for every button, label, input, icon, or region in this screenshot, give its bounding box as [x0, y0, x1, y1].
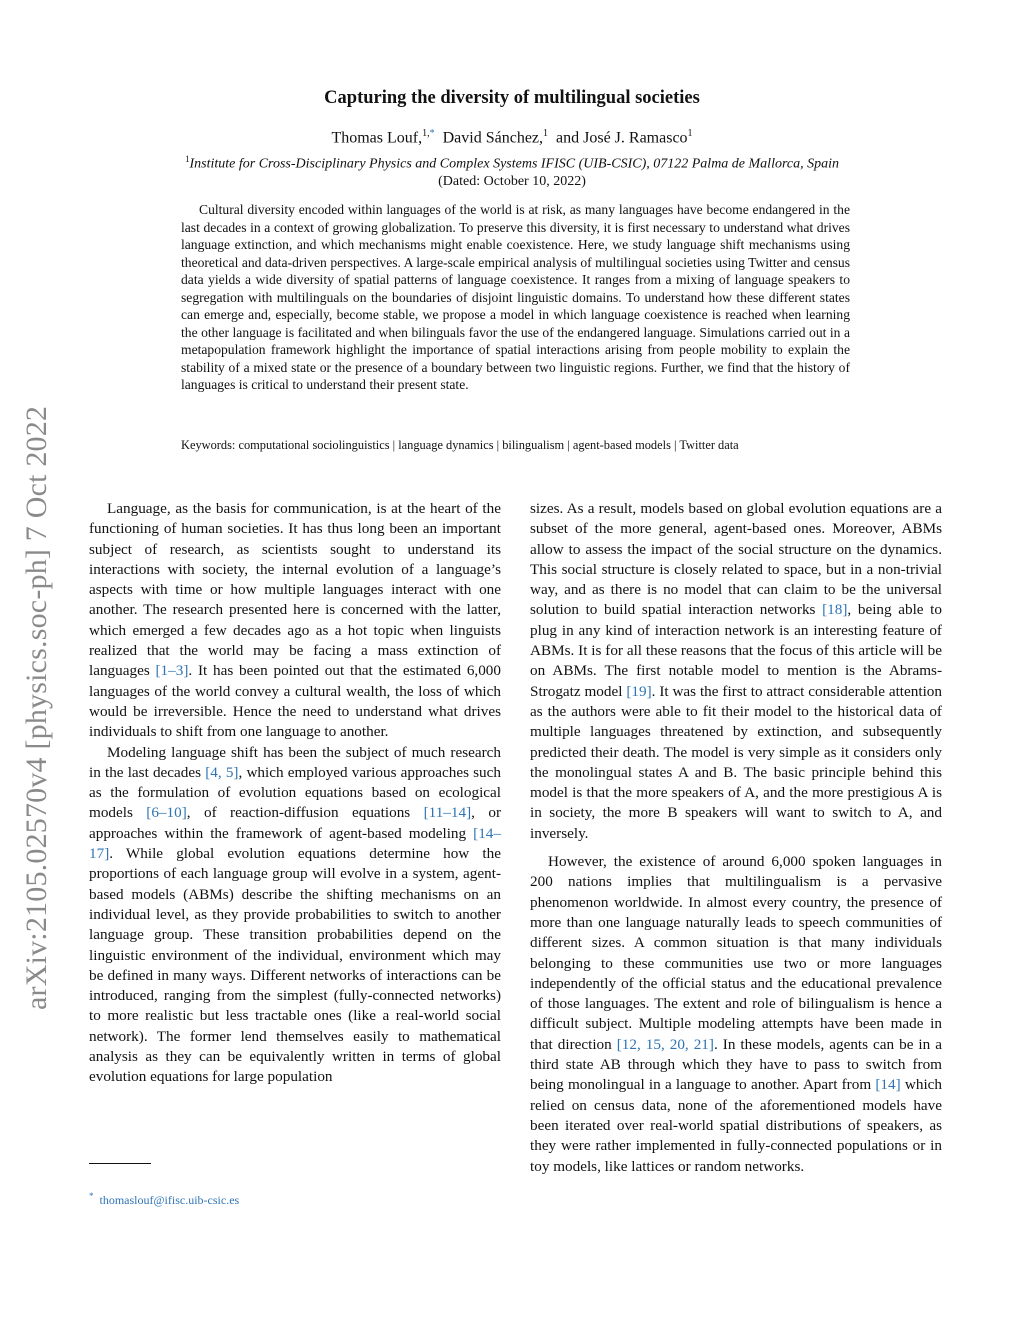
- corresponding-author-mark[interactable]: *: [429, 128, 435, 139]
- citation-link[interactable]: [11–14]: [423, 804, 472, 822]
- author-email-link[interactable]: thomaslouf@ifisc.uib-csic.es: [99, 1193, 240, 1207]
- citation-link[interactable]: [14–17]: [89, 824, 501, 863]
- author-affiliation-mark: 1: [687, 128, 693, 139]
- text-run: , or approaches within the framework of agent-based modeling: [89, 804, 501, 842]
- citation-link[interactable]: [12, 15, 20, 21]: [616, 1035, 714, 1053]
- arxiv-identifier-stamp: arXiv:2105.02570v4 [physics.soc-ph] 7 Oct 2022: [20, 405, 53, 1010]
- paragraph: [530, 499, 942, 844]
- footnote: [89, 1191, 489, 1208]
- text-run: , of reaction-diffusion equations: [186, 804, 424, 822]
- author-name: and José J. Ramasco: [556, 129, 688, 147]
- citation-link[interactable]: [18]: [822, 601, 848, 619]
- text-run: . While global evolution equations determine how the proportions of each language group will evolve in a system, agent-based models (ABMs) describe the shifting mechanisms on an individual level, as they provide probabilities to switch to another language group. These transition probabilities depend on the linguistic environment of the individual, environment which may be defined in many ways. Different networks of interactions can be introduced, ranging from the simplest (fully-connected networks) to more realistic but less tractable ones (like a real-world social network). The former lend themselves easily to mathematical analysis as they can be equivalently written in terms of global evolution equations for large population: [89, 845, 501, 1086]
- citation-link[interactable]: [14]: [875, 1076, 901, 1094]
- citation-link[interactable]: [4, 5]: [205, 763, 239, 781]
- author-affiliation-mark: 1: [543, 128, 549, 139]
- footnote-divider: [89, 1163, 151, 1164]
- paragraph: [89, 743, 501, 1088]
- citation-link[interactable]: [6–10]: [146, 804, 187, 822]
- keywords: Keywords: computational sociolinguistics | language dynamics | bilingualism | agent-based models | Twitter data: [181, 438, 739, 452]
- footnote-mark: *: [89, 1191, 94, 1201]
- text-run: sizes. As a result, models based on global evolution equations are a subset of the more general, agent-based ones. Moreover, ABMs allow to assess the impact of the social structure on the dynamics. This social structure is closely related to space, but in a non-trivial way, and as there is no model that can claim to be the universal solution to build spatial interaction networks: [530, 500, 942, 619]
- paragraph: [530, 852, 942, 1177]
- text-run: which relied on census data, none of the aforementioned models have been iterated over real-world spatial distributions of speakers, as they were rather implemented in fully-connected populations or in toy models, like lattices or random networks.: [530, 1076, 942, 1175]
- text-run: Modeling language shift has been the subject of much research in the last decades: [89, 743, 501, 781]
- author-affiliation-mark: 1,: [422, 128, 430, 139]
- text-run: , being able to plug in any kind of interaction network is an interesting feature of ABMs. It is for all these reasons that the focus of this article will be on ABMs. The first notable model to mention is the Abrams-Strogatz model: [530, 601, 942, 700]
- text-run: . In these models, agents can be in a third state AB through which they have to pass to switch from being monolingual in a language to another. Apart from: [530, 1035, 942, 1094]
- text-run: Language, as the basis for communication, is at the heart of the functioning of human societies. It has thus long been an important subject of research, as scientists sought to understand its interactions with society, the internal evolution of a language’s aspects with time or how multiple languages interact with one another. The research presented here is concerned with the latter, which emerged a few decades ago as a hot topic when linguists realized that the world may be facing a mass extinction of languages: [89, 500, 501, 680]
- body-column-left: [89, 499, 501, 1088]
- body-column-right: [530, 499, 942, 1177]
- citation-link[interactable]: [19]: [626, 682, 652, 700]
- dated-line: (Dated: October 10, 2022): [438, 174, 586, 189]
- citation-link[interactable]: [1–3]: [155, 662, 189, 680]
- affiliation-mark: 1: [185, 154, 190, 164]
- paragraph: [89, 499, 501, 743]
- paper-title: Capturing the diversity of multilingual societies: [324, 88, 700, 108]
- affiliation-text: Institute for Cross-Disciplinary Physics and Complex Systems IFISC (UIB-CSIC), 07122 Palma de Mallorca, Spain: [189, 156, 839, 172]
- text-run: However, the existence of around 6,000 spoken languages in 200 nations implies that multilingualism is a pervasive phenomenon worldwide. In almost every country, the presence of more than one language naturally leads to speech communities of different sizes. A common situation is that many individuals belonging to these communities use two or more languages independently of the official status and the educational prevalence of those languages. The extent and role of bilingualism is hence a difficult subject. Multiple modeling attempts have been made in that direction: [530, 853, 942, 1053]
- author-name: Thomas Louf,: [331, 129, 423, 147]
- abstract: Cultural diversity encoded within languages of the world is at risk, as many languages have become endangered in the last decades in a context of growing globalization. To preserve this diversity, it is first necessary to understand what drives language extinction, and which mechanisms might enable coexistence. Here, we study language shift mechanisms using theoretical and data-driven perspectives. A large-scale empirical analysis of multilingual societies using Twitter and census data yields a wide diversity of spatial patterns of language coexistence. It ranges from a mixing of language speakers to segregation with multilinguals on the boundaries of disjoint linguistic domains. To understand how these different states can emerge and, especially, become stable, we propose a model in which language coexistence is reached when learning the other language is facilitated and when bilinguals favor the use of the endangered language. Simulations carried out in a metapopulation framework highlight the importance of spatial interactions arising from people mobility to explain the stability of a mixed state or the presence of a boundary between two linguistic regions. Further, we find that the history of languages is critical to understand their present state.: [181, 202, 850, 392]
- affiliation: [0, 154, 1024, 173]
- text-run: . It has been pointed out that the estimated 6,000 languages of the world convey a cultural wealth, the loss of which would be irreversible. Hence the need to understand what drives individuals to shift from one language to another.: [89, 662, 501, 741]
- author-name: David Sánchez,: [442, 129, 544, 147]
- text-run: , which employed various approaches such as the formulation of evolution equations based on ecological models: [89, 763, 501, 822]
- author-list: [0, 128, 1024, 147]
- text-run: . It was the first to attract considerable attention as the authors were able to fit their model to the historical data of multiple languages threatened by extinction, and subsequently predicted their death. The model is very simple as it considers only the monolingual states A and B. The basic principle behind this model is that the more speakers of A, and the more prestigious A is in society, the more B speakers will want to switch to A, and inversely.: [530, 682, 942, 842]
